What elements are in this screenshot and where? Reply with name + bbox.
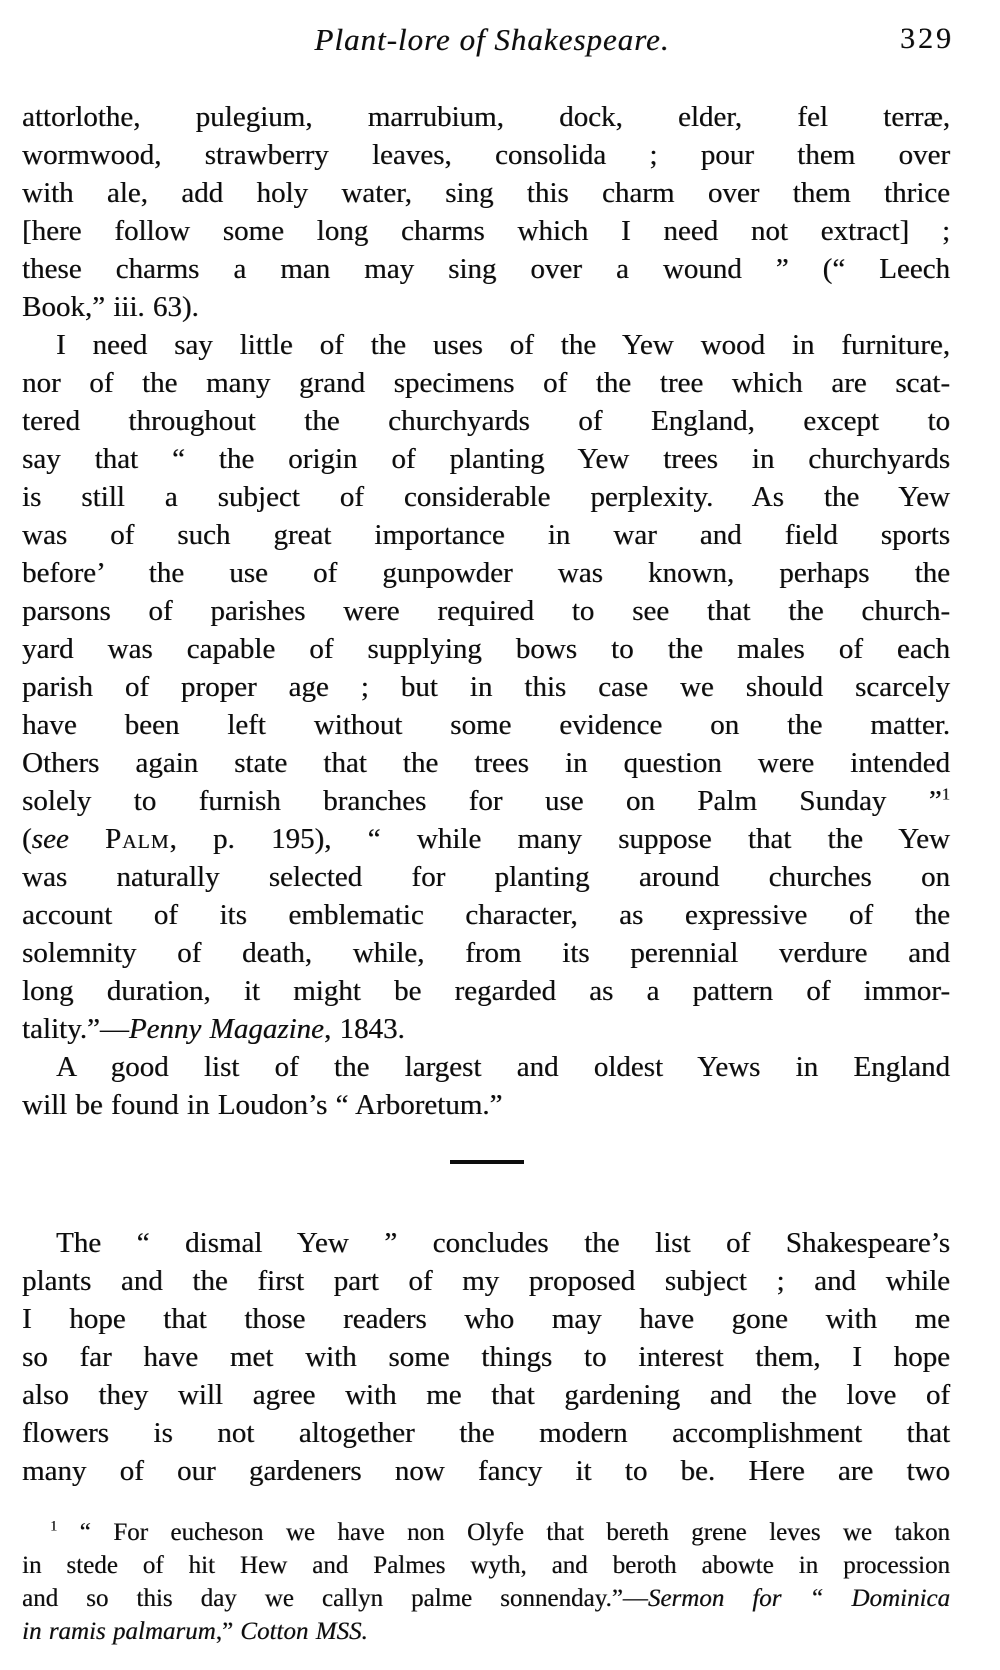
text-segment: Penny Magazine [128,1013,324,1045]
text-line [22,1582,950,1615]
text-line: so far have met with some things to interest them, I hope [22,1341,950,1373]
text-segment: , p. 195), “ while many suppose that the Yew [169,823,950,855]
text-line: also they will agree with me that gardening and the love of [22,1379,950,1411]
footnote-marker: 1 [50,1518,58,1535]
running-title: Plant-lore of Shakespeare. [314,22,670,57]
text-line: I hope that those readers who may have gone with me [22,1303,950,1335]
text-line [22,782,950,820]
footnote-marker: 1 [941,784,950,804]
paragraph [22,1516,950,1648]
text-segment: solely to furnish branches for use on Palm Sunday ” [22,785,942,817]
section-separator-rule [450,1160,524,1164]
text-line [22,1615,950,1648]
text-line: Others again state that the trees in question were intended [22,747,950,779]
text-line: have been left without some evidence on the matter. [22,709,950,741]
text-segment: and so this day we callyn palme sonnenday.”— [22,1585,648,1612]
text-segment: see [31,823,69,855]
page-header [0,0,1000,98]
text-line: solemnity of death, while, from its perennial verdure and [22,937,950,969]
text-segment: “ For eucheson we have non Olyfe that bereth grene leves we takon [57,1519,950,1546]
text-line: with ale, add holy water, sing this charm over them thrice [22,177,950,209]
text-segment: Palm [104,823,170,855]
text-segment: in ramis palmarum [22,1618,216,1645]
text-line: was naturally selected for planting around churches on [22,861,950,893]
text-line: nor of the many grand specimens of the tree which are scat- [22,367,950,399]
text-segment: tality.”— [22,1013,129,1045]
text-line: [here follow some long charms which I need not extract] ; [22,215,950,247]
text-line: yard was capable of supplying bows to the males of each [22,633,950,665]
text-segment [69,823,105,855]
text-line: A good list of the largest and oldest Yews in England [56,1051,950,1083]
text-segment: Cotton MSS. [240,1618,368,1645]
text-line: Book,” iii. 63). [22,291,199,323]
text-line: say that “ the origin of planting Yew trees in churchyards [22,443,950,475]
main-text-upper [0,98,1000,1124]
main-text-lower [0,1224,1000,1490]
page-number: 329 [900,22,954,55]
text-line: wormwood, strawberry leaves, consolida ; pour them over [22,139,950,171]
text-line: is still a subject of considerable perplexity. As the Yew [22,481,950,513]
text-line: attorlothe, pulegium, marrubium, dock, elder, fel terræ, [22,101,950,133]
text-line [22,1010,950,1048]
text-line: plants and the first part of my proposed subject ; and while [22,1265,950,1297]
text-line: flowers is not altogether the modern accomplishment that [22,1417,950,1449]
text-segment: , 1843. [323,1013,405,1045]
paragraph [22,326,950,1048]
text-line: tered throughout the churchyards of England, except to [22,405,950,437]
footnote [0,1516,1000,1648]
text-line: account of its emblematic character, as expressive of the [22,899,950,931]
paragraph [22,1224,950,1490]
text-line: in stede of hit Hew and Palmes wyth, and beroth abowte in procession [22,1552,950,1579]
text-segment: ,” [215,1618,241,1645]
text-segment: ( [22,823,32,855]
text-line [22,820,950,858]
text-line: long duration, it might be regarded as a pattern of immor- [22,975,950,1007]
text-line: I need say little of the uses of the Yew wood in furniture, [56,329,950,361]
text-line: before’ the use of gunpowder was known, perhaps the [22,557,950,589]
paragraph [22,98,950,326]
text-line: was of such great importance in war and field sports [22,519,950,551]
text-line: parsons of parishes were required to see that the church- [22,595,950,627]
text-segment: Sermon for “ Dominica [647,1585,950,1612]
text-line: The “ dismal Yew ” concludes the list of Shakespeare’s [56,1227,950,1259]
text-line: many of our gardeners now fancy it to be. Here are two [22,1455,950,1487]
text-line: parish of proper age ; but in this case we should scarcely [22,671,950,703]
text-line: will be found in Loudon’s “ Arboretum.” [22,1089,503,1121]
text-line: these charms a man may sing over a wound ” (“ Leech [22,253,950,285]
paragraph [22,1048,950,1124]
text-line [22,1516,950,1549]
